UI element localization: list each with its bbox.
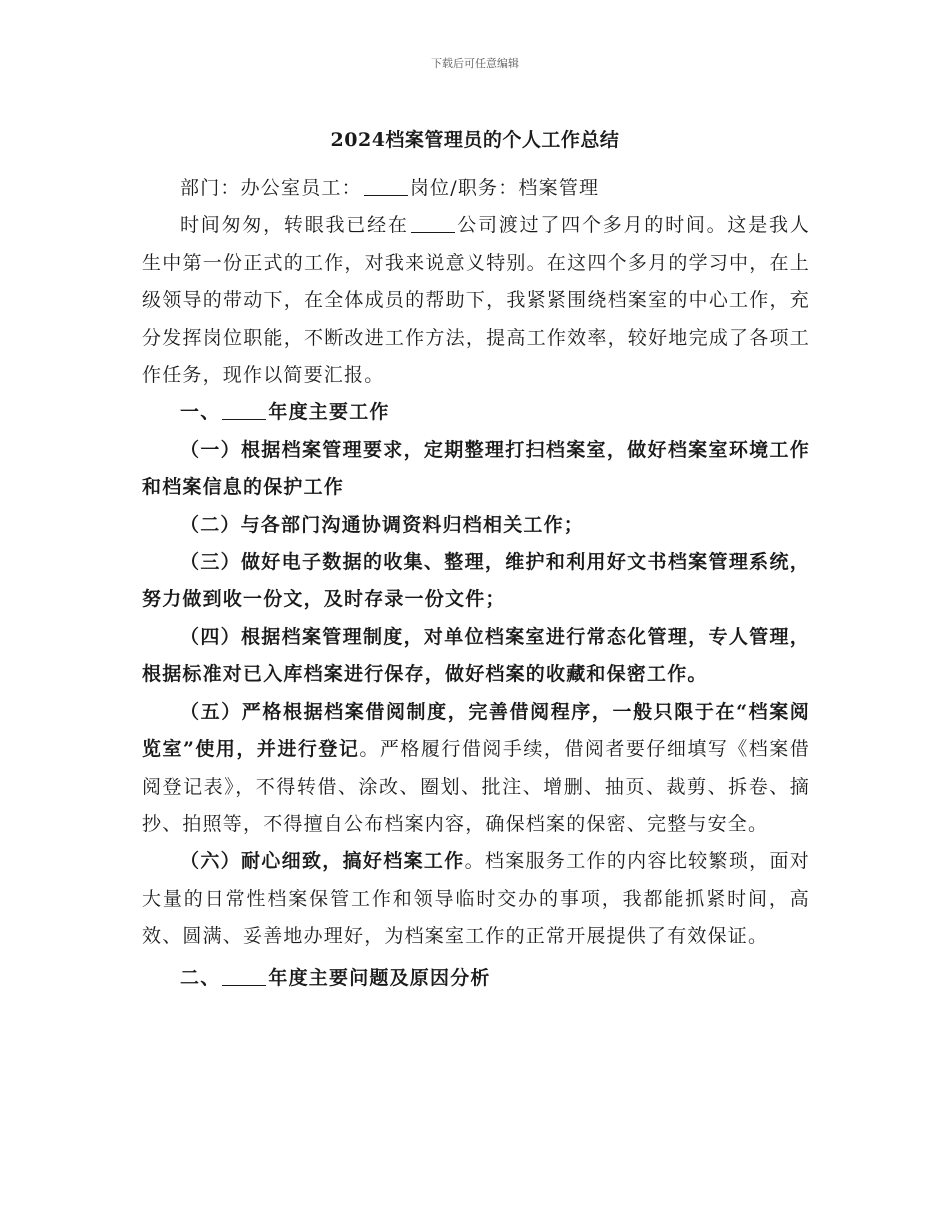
section-number: 二、 (180, 966, 221, 989)
header-note: 下载后可任意编辑 (431, 57, 519, 70)
item-5-heading: （五）严格根据档案借阅制度，完善借阅程序，一般只限于在“档案阅览室”使用，并进行登记 (142, 700, 810, 761)
intro-text-start: 时间匆匆，转眼我已经在 (180, 214, 409, 237)
intro-text-rest: 公司渡过了四个多月的时间。这是我人生中第一份正式的工作，对我来说意义特别。在这四个多月的学习中，在上级领导的带动下，在全体成员的帮助下，我紧紧围绕档案室的中心工作，充分发挥岗位职能，不断改进工作方法，提高工作效率，较好地完成了各项工作任务，现作以简要汇报。 (142, 214, 810, 387)
item-5-text: 。严格履行借阅手续，借阅者要仔细填写《档案借阅登记表》，不得转借、涂改、圈划、批注、增删、抽页、裁剪、拆卷、摘抄、拍照等，不得擅自公布档案内容，确保档案的保密、完整与安全。 (142, 738, 810, 835)
blank-field (222, 966, 266, 986)
section-title: 年度主要工作 (268, 401, 390, 424)
item-1: （一）根据档案管理要求，定期整理打扫档案室，做好档案室环境工作和档案信息的保护工作 (142, 438, 810, 499)
section-number: 一、 (180, 401, 221, 424)
section-title: 年度主要问题及原因分析 (268, 966, 491, 989)
section-heading-2 (142, 960, 810, 997)
item-3: （三）做好电子数据的收集、整理，维护和利用好文书档案管理系统，努力做到收一份文，及时存录一份文件； (142, 551, 810, 611)
blank-field (364, 176, 408, 196)
item-6-text: 。档案服务工作的内容比较繁琐，面对大量的日常性档案保管工作和领导临时交办的事项，我都能抓紧时间，高效、圆满、妥善地办理好，为档案室工作的正常开展提供了有效保证。 (142, 850, 810, 948)
document-body (142, 170, 810, 997)
position-label: 岗位/职务：档案管理 (409, 177, 600, 199)
section-heading-1 (142, 394, 810, 431)
item-2: （二）与各部门沟通协调资料归档相关工作； (180, 513, 585, 536)
dept-line (142, 170, 810, 207)
item-4: （四）根据档案管理制度，对单位档案室进行常态化管理，专人管理，根据标准对已入库档案进行保存，做好档案的收藏和保密工作。 (142, 625, 810, 686)
document-title: 2024档案管理员的个人工作总结 (330, 129, 620, 151)
intro-paragraph (142, 207, 810, 394)
blank-field (411, 213, 455, 233)
blank-field (222, 400, 266, 420)
item-6-heading: （六）耐心细致，搞好档案工作 (180, 850, 465, 873)
item-6 (142, 843, 810, 955)
dept-label: 部门：办公室员工： (180, 177, 362, 199)
item-5 (142, 694, 810, 844)
